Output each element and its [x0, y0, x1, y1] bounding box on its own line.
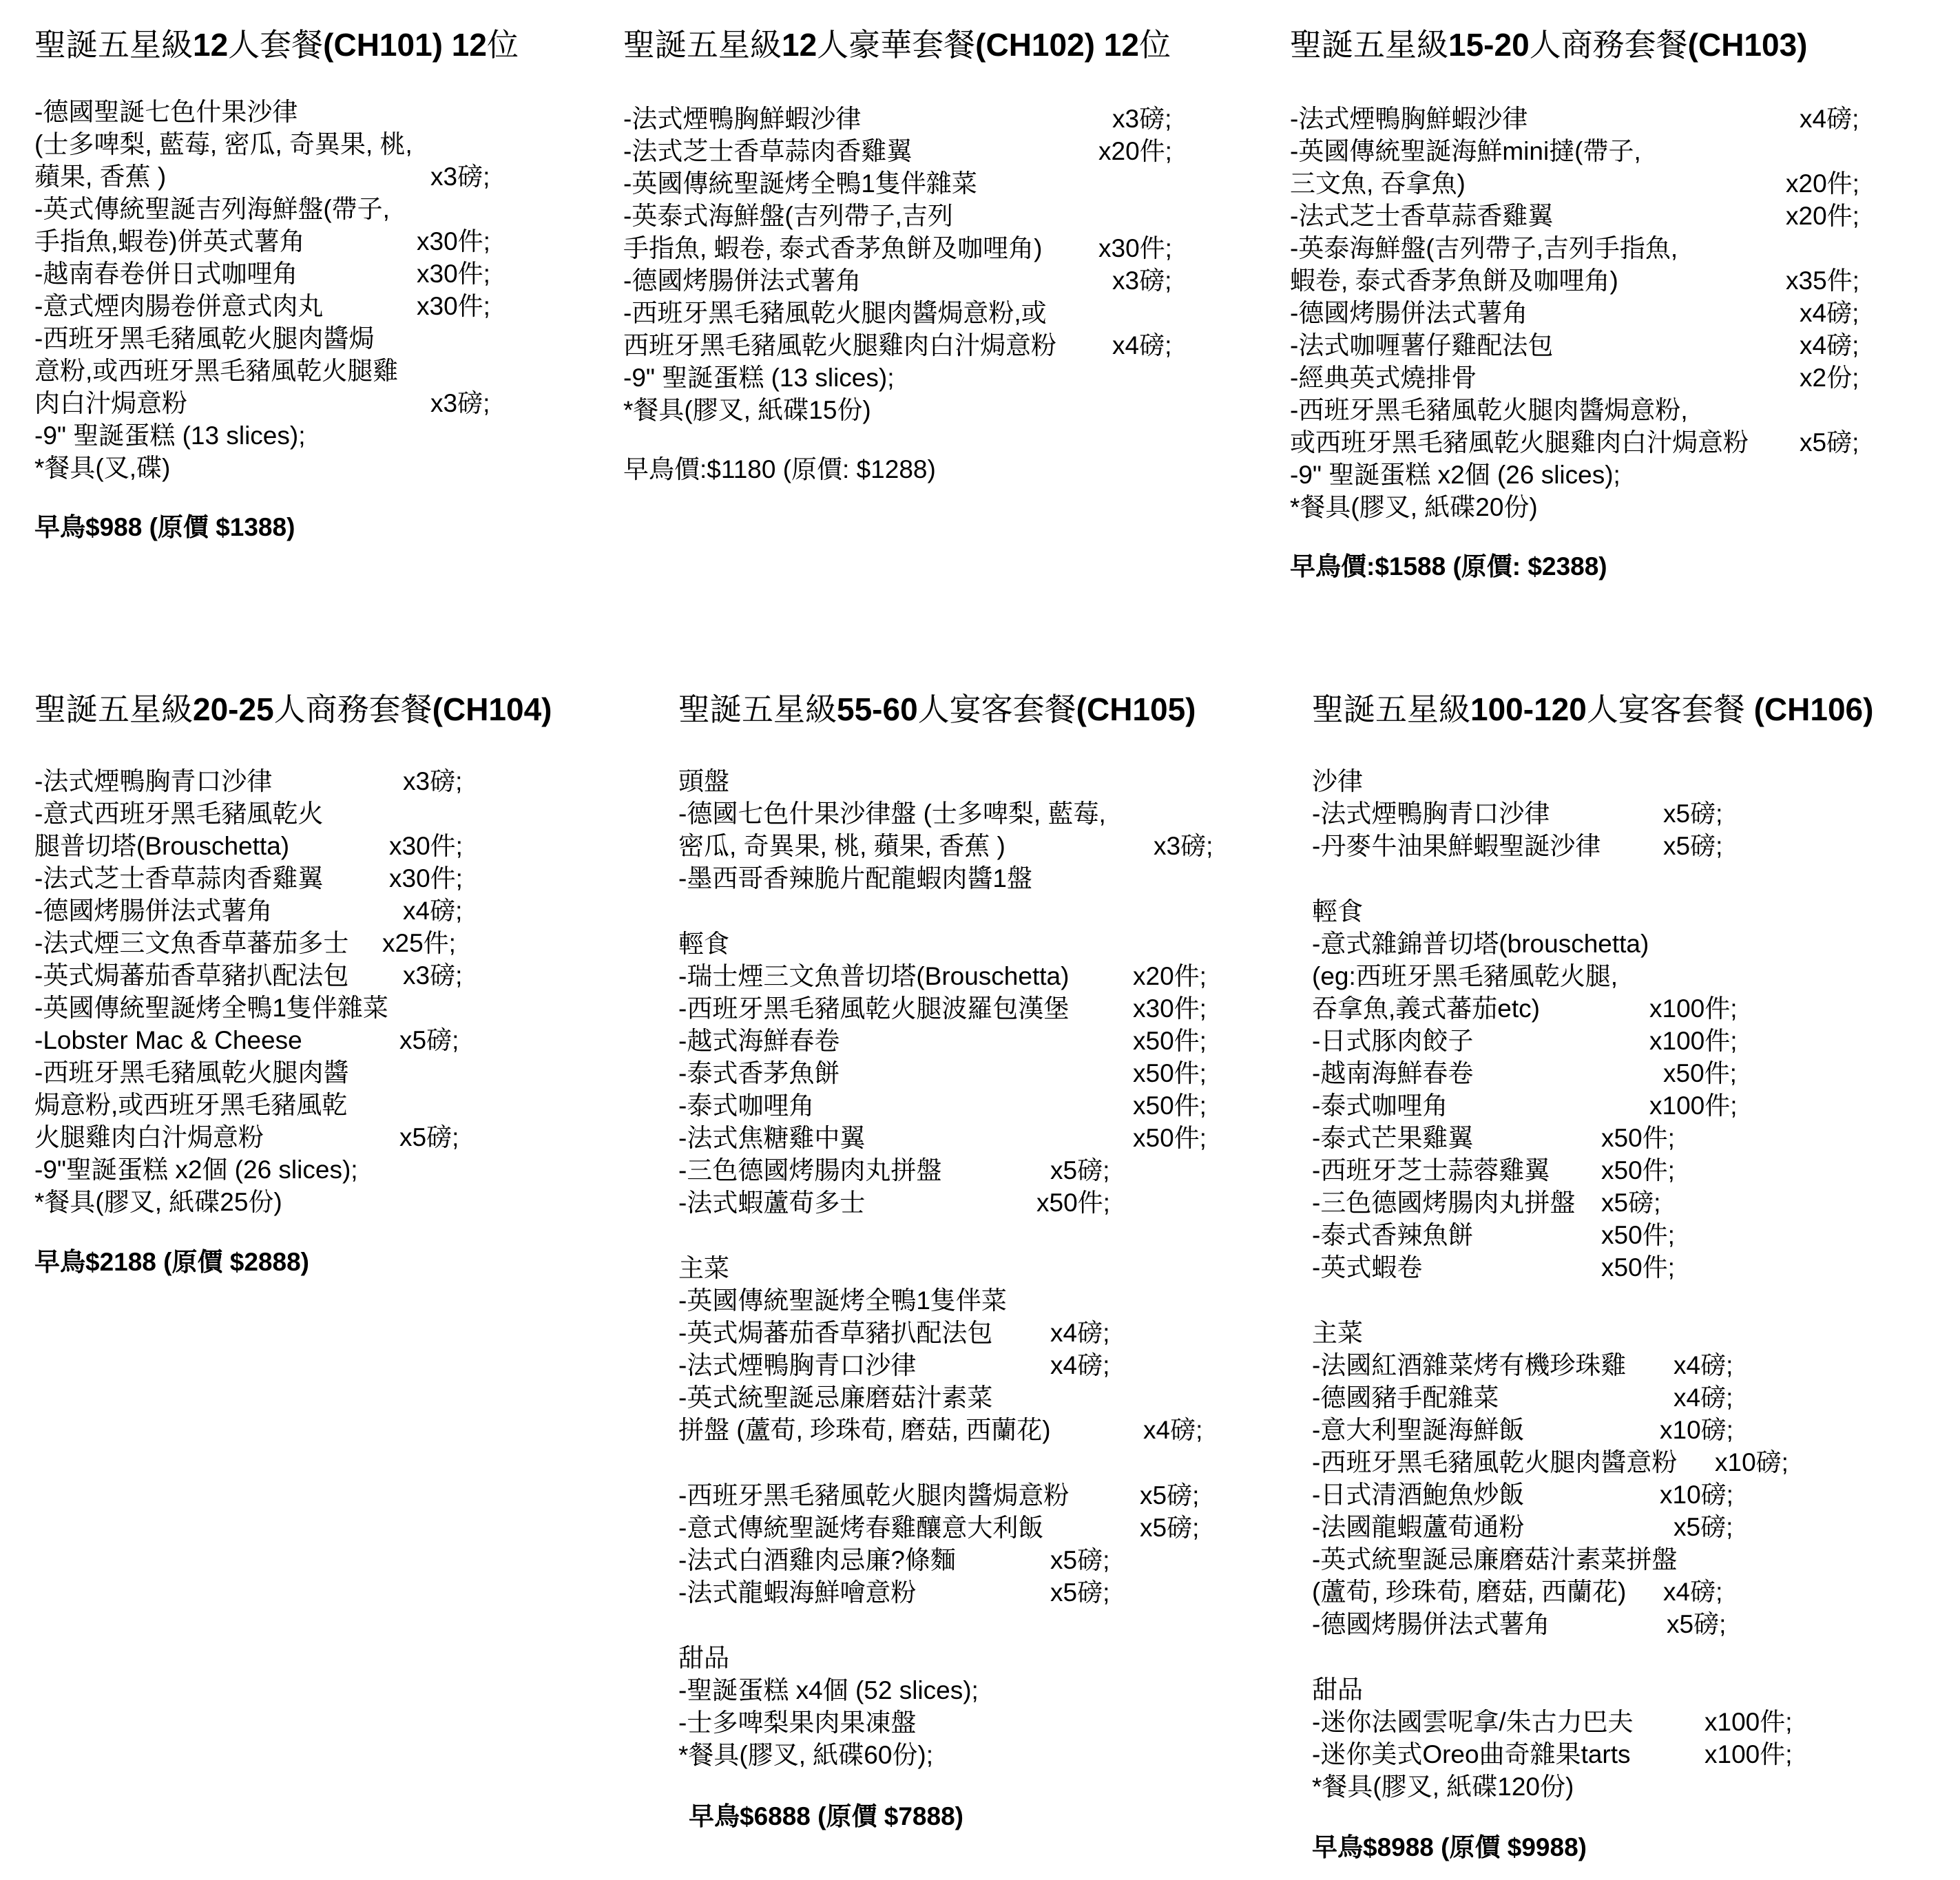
package-ch102: 聖誕五星級12人豪華套餐(CH102) 12位 -法式煙鴨胸鮮蝦沙律 x3磅; -法式芝士香草蒜肉香雞翼 x20件; -英國傳統聖誕烤全鴨1隻伴雜菜 -英泰式海鮮盤(吉列帶子,吉列 手指魚, 蝦卷, 泰式香茅魚餅及咖哩角) x30件; -德國烤腸併法式薯角 x3磅; -西班牙黑毛豬風乾火腿肉醬焗意粉,或 西班牙黑毛豬風乾火腿雞肉白汁焗意粉 x4磅; -9" 聖誕蛋糕 (13 slices); *餐具(膠叉, 紙碟15份) 早鳥價:$1180 (原價: $1288)	[623, 24, 1243, 506]
package-ch104: 聖誕五星級20-25人商務套餐(CH104) -法式煙鴨胸青口沙律 x3磅; -意式西班牙黑毛豬風乾火 腿普切塔(Brouschetta) x30件; -法式芝士香草蒜肉香雞翼 x30件; -德國烤腸併法式薯角 x4磅; -法式煙三文魚香草蕃茄多士 x25件; -英式焗蕃茄香草豬扒配法包 x3磅; -英國傳統聖誕烤全鴨1隻伴雜菜 -Lobster Mac & Cheese x5磅; -西班牙黑毛豬風乾火腿肉醬 焗意粉,或西班牙黑毛豬風乾 火腿雞肉白汁焗意粉 x5磅; -9"聖誕蛋糕 x2個 (26 slices); *餐具(膠叉, 紙碟25份) 早鳥$2188 (原價 $2888)	[34, 689, 654, 1308]
package-title: 聖誕五星級12人套餐(CH101) 12位	[34, 27, 519, 63]
package-title: 聖誕五星級20-25人商務套餐(CH104)	[34, 691, 552, 727]
package-ch105: 聖誕五星級55-60人宴客套餐(CH105) 頭盤 -德國七色什果沙律盤 (士多啤梨, 藍莓, 密瓜, 奇異果, 桃, 蘋果, 香蕉 ) x3磅; -墨西哥香辣脆片配龍蝦肉醬1盤 輕食 -瑞士煙三文魚普切塔(Brouschetta) x20件; -西班牙黑毛豬風乾火腿波羅包漢堡 x30件; -越式海鮮春卷 x50件; -泰式香茅魚餅 x50件; -泰式咖哩角 x50件; -法式焦糖雞中翼 x50件; -三色德國烤腸肉丸拼盤 x5磅; -法式蝦蘆荀多士 x50件; 主菜 -英國傳統聖誕烤全鴨1隻伴菜 -英式焗蕃茄香草豬扒配法包 x4磅; -法式煙鴨胸青口沙律 x4磅; -英式統聖誕忌廉磨菇汁素菜 拼盤 (蘆荀, 珍珠荀, 磨菇, 西蘭花) x4磅; -西班牙黑毛豬風乾火腿肉醬焗意粉 x5磅; -意式傳統聖誕烤春雞釀意大利飯 x5磅; -法式白酒雞肉忌廉?條麵 x5磅; -法式龍蝦海鮮噲意粉 x5磅; 甜品 -聖誕蛋糕 x4個 (52 slices); -士多啤梨果肉果凍盤 *餐具(膠叉, 紙碟60份); 早鳥$6888 (原價 $7888)	[678, 689, 1298, 1859]
package-ch106: 聖誕五星級100-120人宴客套餐 (CH106) 沙律 -法式煙鴨胸青口沙律 x5磅; -丹麥牛油果鮮蝦聖誕沙律 x5磅; 輕食 -意式雜錦普切塔(brouschetta) (eg:西班牙黑毛豬風乾火腿, 吞拿魚,義式蕃茄etc) x100件; -日式豚肉餃子 x100件; -越南海鮮春卷 x50件; -泰式咖哩角 x100件; -泰式芒果雞翼 x50件; -西班牙芝士蒜蓉雞翼 x50件; -三色德國烤腸肉丸拼盤 x5磅; -泰式香辣魚餅 x50件; -英式蝦卷 x50件; 主菜 -法國紅酒雜菜烤有機珍珠雞 x4磅; -德國豬手配雜菜 x4磅; -意大利聖誕海鮮飯 x10磅; -西班牙黑毛豬風乾火腿肉醬意粉 x10磅; -日式清酒鮑魚炒飯 x10磅; -法國龍蝦蘆荀通粉 x5磅; -英式統聖誕忌廉磨菇汁素菜拼盤 (蘆荀, 珍珠荀, 磨菇, 西蘭花) x4磅; -德國烤腸併法式薯角 x5磅; 甜品 -迷你法國雲呢拿/朱古力巴夫 x100件; -迷你美式Oreo曲奇雜果tarts x100件; *餐具(膠叉, 紙碟120份) 早鳥$8988 (原價 $9988)	[1312, 689, 1946, 1873]
package-ch103: 聖誕五星級15-20人商務套餐(CH103) -法式煙鴨胸鮮蝦沙律 x4磅; -英國傳統聖誕海鮮mini撻(帶子, 三文魚, 吞拿魚) x20件; -法式芝士香草蒜香雞翼 x20件; -英泰海鮮盤(吉列帶子,吉列手指魚, 蝦卷, 泰式香茅魚餅及咖哩角) x35件; -德國烤腸併法式薯角 x4磅; -法式咖喱薯仔雞配法包 x4磅; -經典英式燒排骨 x2份; -西班牙黑毛豬風乾火腿肉醬焗意粉, 或西班牙黑毛豬風乾火腿雞肉白汁焗意粉 x5磅; -9" 聖誕蛋糕 x2個 (26 slices); *餐具(膠叉, 紙碟20份) 早鳥價:$1588 (原價: $2388)	[1290, 24, 1923, 589]
package-title: 聖誕五星級15-20人商務套餐(CH103)	[1290, 27, 1808, 63]
package-ch101: 聖誕五星級12人套餐(CH101) 12位 -德國聖誕七色什果沙律 (士多啤梨, 藍莓, 密瓜, 奇異果, 桃, 蘋果, 香蕉 ) x3磅; -英式傳統聖誕吉列海鮮盤(帶子, 手指魚,蝦卷)併英式薯角 x30件; -越南春卷併日式咖哩角 x30件; -意式煙肉腸卷併意式肉丸 x30件; -西班牙黑毛豬風乾火腿肉醬焗 意粉,或西班牙黑毛豬風乾火腿雞 肉白汁焗意粉 x3磅; -9" 聖誕蛋糕 (13 slices); *餐具(叉,碟) 早鳥$988 (原價 $1388)	[34, 24, 585, 547]
package-title: 聖誕五星級12人豪華套餐(CH102) 12位	[623, 27, 1171, 63]
package-title: 聖誕五星級55-60人宴客套餐(CH105)	[678, 691, 1196, 727]
package-title: 聖誕五星級100-120人宴客套餐 (CH106)	[1312, 691, 1874, 727]
